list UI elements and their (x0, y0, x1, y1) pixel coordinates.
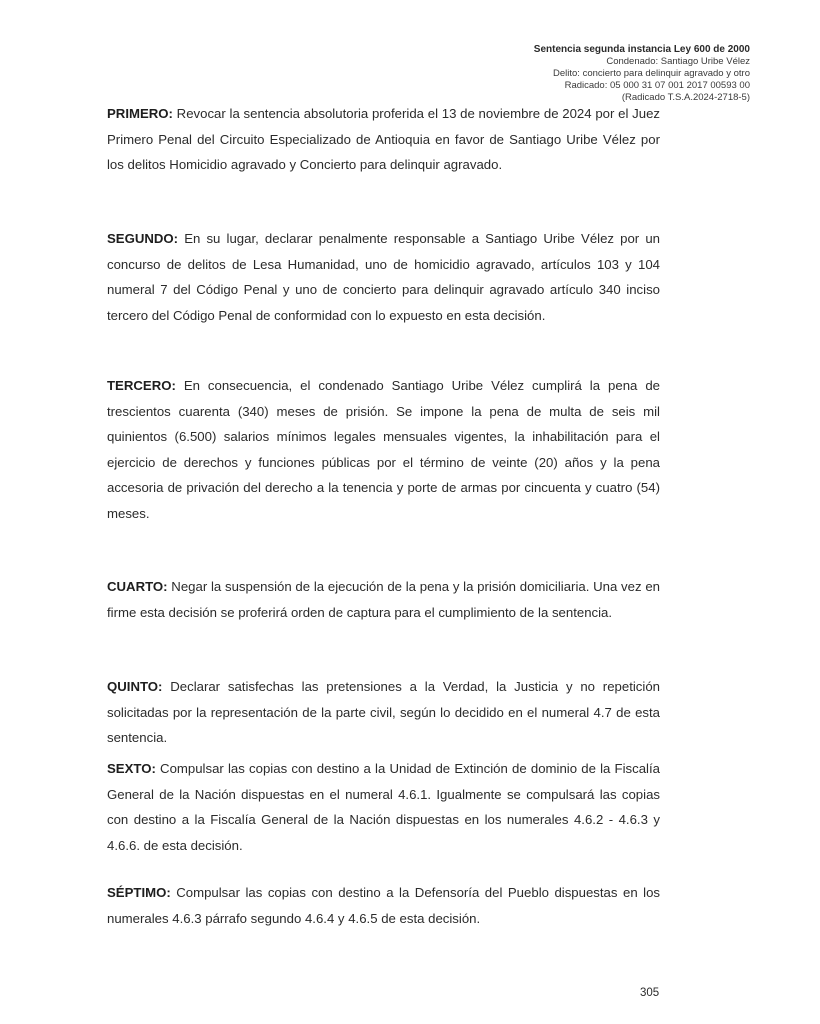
paragraph-primero (107, 101, 660, 178)
paragraph-text: Compulsar las copias con destino a la Unidad de Extinción de dominio de la Fiscalía General de la Nación dispuestas en el numeral 4.6.1. Igualmente se compulsará las copias con destino a la Fiscalía General de la Nación dispuestas en los numerales 4.6.2 - 4.6.3 y 4.6.6. de esta decisión. (107, 761, 660, 853)
document-header (534, 44, 750, 104)
paragraph-heading: SEGUNDO: (107, 231, 179, 246)
paragraph-heading: QUINTO: (107, 679, 163, 694)
paragraph-text: En consecuencia, el condenado Santiago Uribe Vélez cumplirá la pena de trescientos cuarenta (340) meses de prisión. Se impone la pena de multa de seis mil quinientos (6.500) salarios mínimos legales mensuales vigentes, la inhabilitación para el ejercicio de derechos y funciones públicas por el término de veinte (20) años y la pena accesoria de privación del derecho a la tenencia y porte de armas por cincuenta y cuatro (54) meses. (107, 378, 660, 521)
paragraph-septimo (107, 880, 660, 931)
header-radicado-tsa: (Radicado T.S.A.2024-2718-5) (621, 92, 750, 103)
paragraph-text: Declarar satisfechas las pretensiones a la Verdad, la Justicia y no repetición solicitadas por la representación de la parte civil, según lo decidido en el numeral 4.7 de esta sentencia. (107, 679, 660, 745)
paragraph-heading: PRIMERO: (107, 106, 173, 121)
header-condenado: Condenado: Santiago Uribe Vélez (606, 56, 750, 67)
paragraph-text: Revocar la sentencia absolutoria proferida el 13 de noviembre de 2024 por el Juez Primero Penal del Circuito Especializado de Antioquia en favor de Santiago Uribe Vélez por los delitos Homicidio agravado y Concierto para delinquir agravado. (107, 106, 660, 172)
header-delito: Delito: concierto para delinquir agravado y otro (553, 68, 750, 79)
page-number: 305 (640, 987, 660, 999)
paragraph-sexto (107, 756, 660, 858)
paragraph-segundo (107, 226, 660, 328)
paragraph-cuarto (107, 574, 660, 625)
paragraph-heading: SEXTO: (107, 761, 156, 776)
header-title: Sentencia segunda instancia Ley 600 de 2000 (533, 44, 750, 55)
paragraph-quinto (107, 674, 660, 751)
header-radicado: Radicado: 05 000 31 07 001 2017 00593 00 (564, 80, 750, 91)
paragraph-text: Negar la suspensión de la ejecución de la pena y la prisión domiciliaria. Una vez en firme esta decisión se proferirá orden de captura para el cumplimiento de la sentencia. (107, 579, 660, 620)
paragraph-text: Compulsar las copias con destino a la Defensoría del Pueblo dispuestas en los numerales 4.6.3 párrafo segundo 4.6.4 y 4.6.5 de esta decisión. (107, 885, 660, 926)
paragraph-heading: CUARTO: (107, 579, 168, 594)
paragraph-heading: SÉPTIMO: (107, 885, 171, 900)
paragraph-heading: TERCERO: (107, 378, 176, 393)
paragraph-text: En su lugar, declarar penalmente responsable a Santiago Uribe Vélez por un concurso de delitos de Lesa Humanidad, uno de homicidio agravado, artículos 103 y 104 numeral 7 del Código Penal y uno de concierto para delinquir agravado artículo 340 inciso tercero del Código Penal de conformidad con lo expuesto en esta decisión. (107, 231, 660, 323)
paragraph-tercero (107, 373, 660, 526)
